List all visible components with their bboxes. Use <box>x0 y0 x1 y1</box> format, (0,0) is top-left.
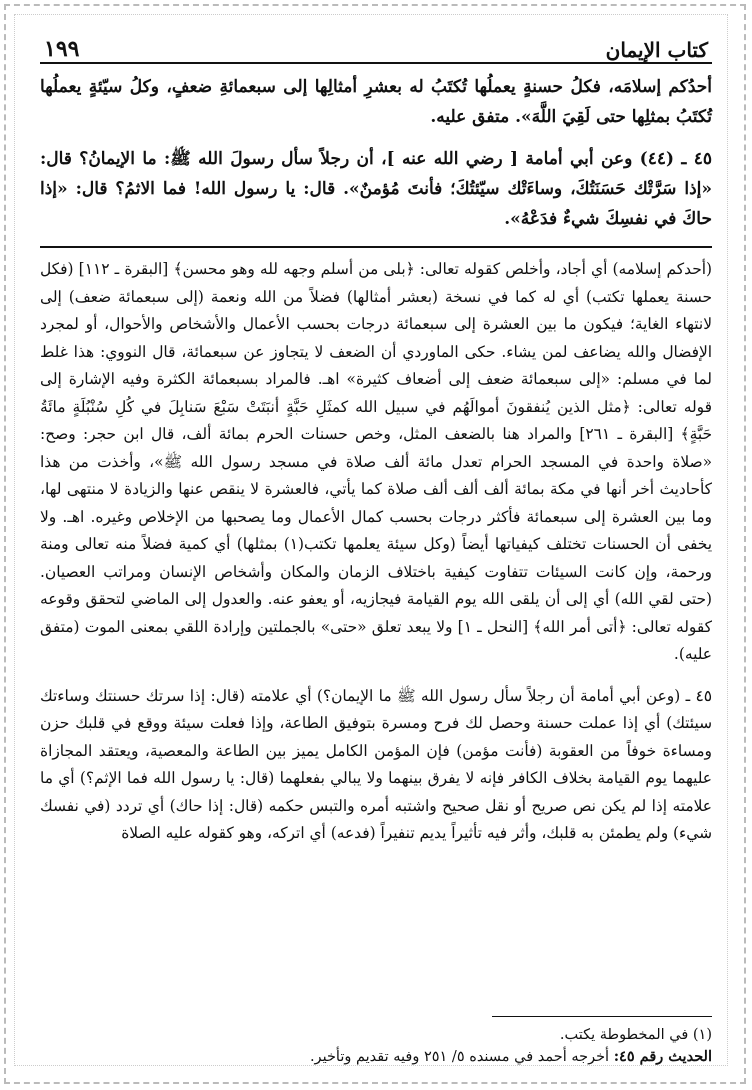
section-divider <box>40 246 712 248</box>
commentary-paragraph-1: (أحدكم إسلامه) أي أجاد، وأخلص كقوله تعالى: ﴿بلى من أسلم وجهه لله وهو محسن﴾ [البقرة ـ ١١٢] (فكل حسنة يعملها تكتب) أي له كما في نسخة (بعشر أمثالها) فضلاً من الله ونعمة (إلى سبعمائة ضعف) إلى لانتهاء الغاية؛ فيكون ما بين العشرة إلى سبعمائة درجات بحسب الأعمال والأشخاص والأحوال، أو لمجرد الإفضال والله يضاعف لمن يشاء. حكى الماوردي أن الضعف لا يتجاوز عن سبعمائة، قال النووي: هذا غلط لما في مسلم: «إلى سبعمائة ضعف إلى أضعاف كثيرة» اهـ. فالمراد بسبعمائة الكثرة وفيه الإشارة إلى قوله تعالى: ﴿مثل الذين يُنفقونَ أموالَهُم في سبيل الله كمثَلِ حَبَّةٍ أنبَتَتْ سَبْعَ سَنابِلَ في كُلِ سُنْبُلَةٍ مائَةُ حَبَّةٍ﴾ [البقرة ـ ٢٦١] والمراد هنا بالضعف المثل، وخص حسنات الحرم بمائة ألف، قال ابن حجر: وصح: «صلاة واحدة في المسجد الحرام تعدل مائة ألف صلاة في مسجد رسول الله ﷺ»، وأخذت من هذا كأحاديث أخر أنها في مكة بمائة ألف ألف ألف صلاة كما يأتي، فالعشرة لا ينقص عنها والزيادة لا منتهى لها، وما بين العشرة إلى سبعمائة فأكثر درجات بحسب كمال الأعمال وما يصحبها من الإخلاص وغيره. اهـ. ولا يخفى أن الحسنات تختلف كيفياتها أيضاً (وكل سيئة يعلمها تكتب(١) بمثلها) أي كمية فضلاً منه تعالى ومنة ورحمة، وإن كانت السيئات تتفاوت كيفية باختلاف الزمان والمكان وأشخاص الإنسان ومراتب العصيان. (حتى لقي الله) أي إلى أن يلقى الله يوم القيامة فيجازيه، أو يعفو عنه. والعدول إلى الماضي لتحقق وقوعه كقوله تعالى: ﴿أتى أمر الله﴾ [النحل ـ ١] ولا يبعد تعلق «حتى» بالجملتين وإرادة اللقي بمعنى الموت (متفق عليه). <box>40 260 713 663</box>
page-header <box>40 24 712 64</box>
hadith-text <box>40 72 712 234</box>
commentary-paragraph-2: ٤٥ ـ (وعن أبي أمامة أن رجلاً سأل رسول الله ﷺ ما الإيمان؟) أي علامته (قال: إذا سرتك حسنتك وساءتك سيئتك) أي إذا عملت حسنة وحصل لك فرح ومسرة بتوفيق الطاعة، وإذا فعلت سيئة ووقع في قلبك حزن ومساءة خوفاً من العقوبة (فأنت مؤمن) فإن المؤمن الكامل يميز بين الطاعة والمعصية، ويعتقد المجازاة عليهما يوم القيامة بخلاف الكافر فإنه لا يفرق بينهما ولا يبالي بفعلهما (قال: يا رسول الله فما الإثم؟) أي ما علامته إذا لم يكن نص صريح أو نقل صحيح واشتبه أمره والتبس حكمه (قال: إذا حاك) أي تردد (في نفسك شيء) ولم يطمئن به قلبك، وأثر فيه تأثيراً يديم تنفيراً (فدعه) أي اتركه، وهو كقوله عليه الصلاة <box>40 686 712 842</box>
footnote-rule <box>492 1016 712 1017</box>
takhrij-text: أخرجه أحمد في مسنده ٥/ ٢٥١ وفيه تقديم وتأخير. <box>309 1049 610 1065</box>
book-title: كتاب الإيمان <box>605 38 708 62</box>
hadith-takhrij <box>40 1046 712 1068</box>
takhrij-label: الحديث رقم ٤٥: <box>613 1048 712 1065</box>
commentary <box>40 256 712 848</box>
hadith-continuation: أحدُكم إسلامَه، فكلُ حسنةٍ يعملُها تُكتَبُ له بعشرِ أمثالِها إلى سبعمائةِ ضعفٍ، وكلُ سيّئةٍ يعملُها تُكتَبُ بمثلِها حتى لَقِيَ اللَّهَ». متفق عليه. <box>40 77 712 127</box>
hadith-45: ٤٥ ـ (٤٤) وعن أبي أمامة [ رضي الله عنه ]، أن رجلاً سأل رسولَ الله ﷺ: ما الإيمانُ؟ قال: «إذا سَرَّتْك حَسَنَتُكَ، وساءَتْك سيّئتُكَ؛ فأنتَ مُؤمنٌ». قال: يا رسول الله! فما الاثمُ؟ قال: «إذا حاكَ في نفسِكَ شيءٌ فدَعْهُ». <box>40 149 712 229</box>
footnotes <box>40 1024 712 1068</box>
page-number: ١٩٩ <box>44 36 80 62</box>
book-page <box>40 24 712 1069</box>
footnote-1: (١) في المخطوطة يكتب. <box>559 1027 712 1043</box>
